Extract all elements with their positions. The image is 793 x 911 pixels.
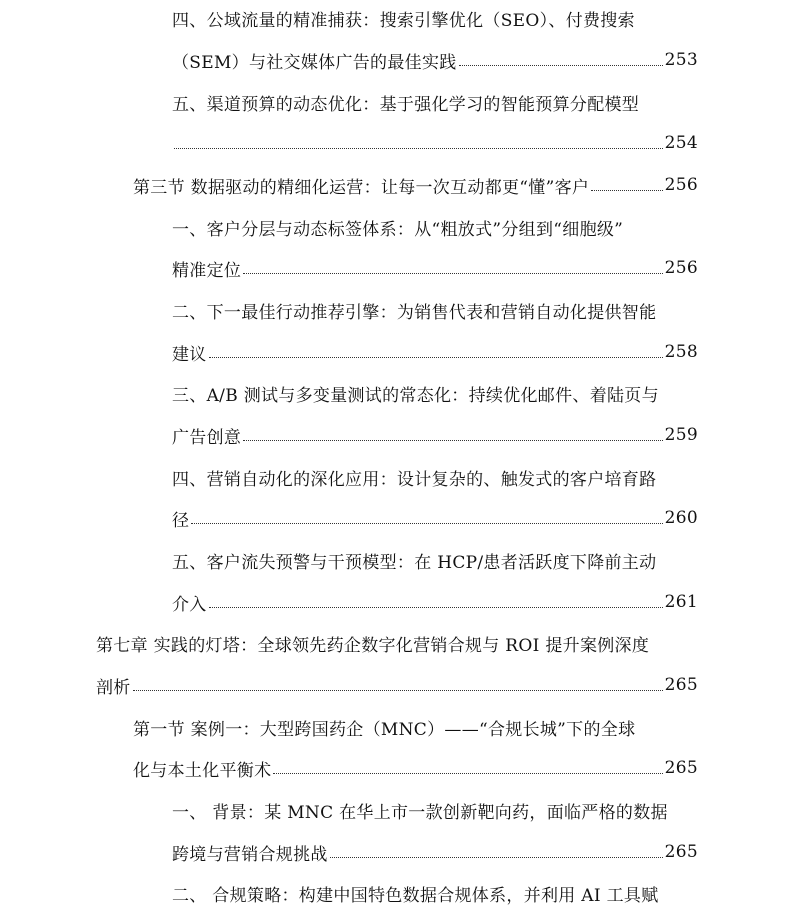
toc-entry-text: 介入: [172, 594, 207, 615]
toc-entry-text: 广告创意: [172, 427, 242, 448]
toc-entry-text: 二、下一最佳行动推荐引擎：为销售代表和营销自动化提供智能: [172, 302, 657, 323]
toc-entry-text: 第七章 实践的灯塔：全球领先药企数字化营销合规与 ROI 提升案例深度: [96, 635, 650, 656]
toc-entry-line: [172, 587, 698, 617]
toc-entry-line: [172, 337, 698, 367]
toc-page-number: 256: [664, 258, 698, 278]
toc-entry-line: [172, 462, 656, 492]
toc-entry-line: [172, 87, 639, 117]
toc-section-line: [133, 712, 635, 742]
toc-page-number: 254: [664, 133, 698, 153]
dot-leader: [133, 689, 663, 691]
dot-leader: [191, 522, 662, 524]
toc-entry-text: 跨境与营销合规挑战: [172, 844, 328, 865]
toc-chapter-line: [96, 670, 698, 700]
toc-entry-text: 四、营销自动化的深化应用：设计复杂的、触发式的客户培育路: [172, 469, 657, 490]
dot-leader: [591, 189, 662, 191]
dot-leader: [459, 64, 663, 66]
dot-leader: [209, 606, 663, 608]
toc-entry-text: 剖析: [96, 677, 131, 698]
toc-entry-text: 化与本土化平衡术: [133, 760, 272, 781]
toc-entry-line: [172, 253, 698, 283]
toc-section-line: [133, 753, 698, 783]
toc-entry-line: [172, 3, 635, 33]
toc-page-number: 261: [664, 592, 698, 612]
toc-page-number: 258: [664, 342, 698, 362]
dot-leader: [273, 772, 662, 774]
toc-entry-text: 四、公域流量的精准捕获：搜索引擎优化（SEO）、付费搜索: [172, 10, 635, 31]
toc-entry-text: 二、 合规策略：构建中国特色数据合规体系，并利用 AI 工具赋: [172, 885, 659, 906]
toc-entry-line: [172, 128, 698, 158]
toc-entry-text: 一、客户分层与动态标签体系：从“粗放式”分组到“细胞级”: [172, 219, 624, 240]
toc-page-number: 265: [664, 758, 698, 778]
toc-page-number: 253: [664, 50, 698, 70]
toc-entry-text: 五、客户流失预警与干预模型：在 HCP/患者活跃度下降前主动: [172, 552, 657, 573]
toc-entry-text: 五、渠道预算的动态优化：基于强化学习的智能预算分配模型: [172, 94, 640, 115]
dot-leader: [209, 356, 663, 358]
dot-leader: [243, 439, 662, 441]
toc-entry-text: （SEM）与社交媒体广告的最佳实践: [172, 52, 457, 73]
toc-entry-text: 第一节 案例一：大型跨国药企（MNC）——“合规长城”下的全球: [133, 719, 636, 740]
toc-entry-line: [172, 212, 623, 242]
toc-entry-text: 精准定位: [172, 260, 242, 281]
toc-entry-line: [172, 45, 698, 75]
toc-page-number: 260: [664, 508, 698, 528]
toc-entry-line: [172, 837, 698, 867]
toc-entry-line: [172, 795, 668, 825]
dot-leader: [330, 856, 663, 858]
toc-entry-text: 三、A/B 测试与多变量测试的常态化：持续优化邮件、着陆页与: [172, 385, 659, 406]
toc-chapter-line: [96, 628, 649, 658]
toc-section-line: [133, 170, 698, 200]
toc-entry-line: [172, 545, 656, 575]
dot-leader: [243, 272, 662, 274]
toc-entry-line: [172, 878, 659, 908]
dot-leader: [174, 147, 663, 149]
toc-entry-text: 一、 背景：某 MNC 在华上市一款创新靶向药，面临严格的数据: [172, 802, 668, 823]
toc-entry-line: [172, 420, 698, 450]
toc-page-number: 256: [664, 175, 698, 195]
toc-entry-text: 第三节 数据驱动的精细化运营：让每一次互动都更“懂”客户: [133, 177, 590, 198]
toc-entry-text: 建议: [172, 344, 207, 365]
toc-entry-text: 径: [172, 510, 190, 531]
toc-entry-line: [172, 295, 656, 325]
toc-entry-line: [172, 503, 698, 533]
toc-page-number: 259: [664, 425, 698, 445]
toc-entry-line: [172, 378, 659, 408]
toc-page-number: 265: [664, 675, 698, 695]
toc-page-number: 265: [664, 842, 698, 862]
